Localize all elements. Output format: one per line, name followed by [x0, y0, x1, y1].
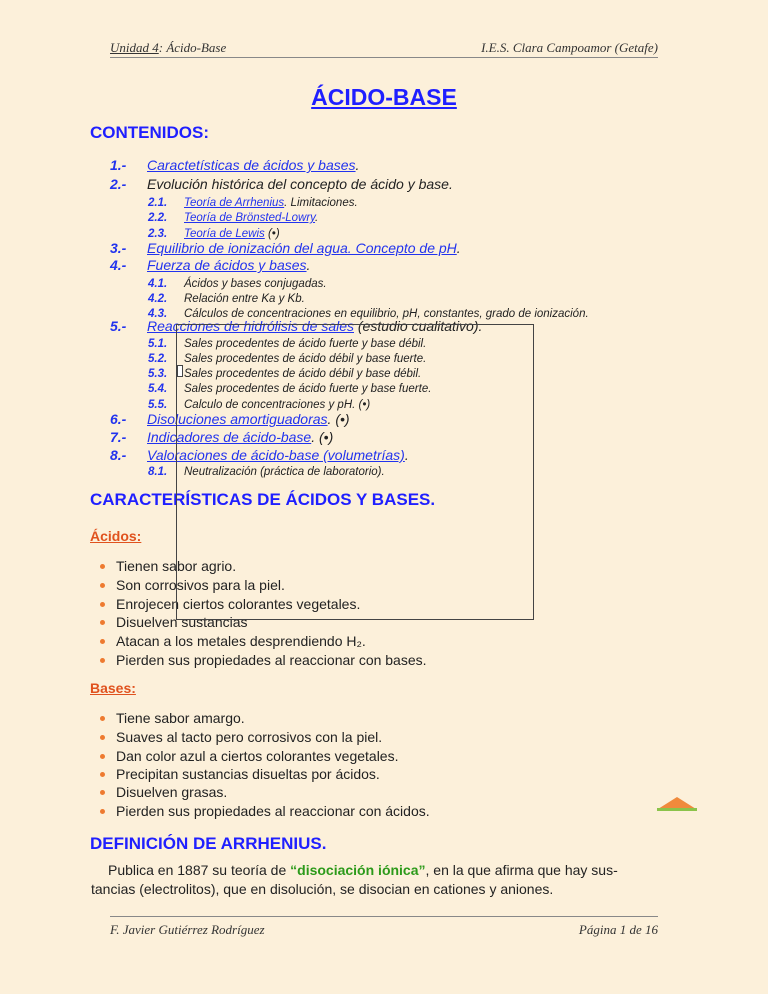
toc-link[interactable]: Fuerza de ácidos y bases	[147, 257, 307, 273]
toc-text: . (•)	[327, 411, 350, 427]
toc-link[interactable]: Valoraciones de ácido-base (volumetrías)	[147, 447, 405, 463]
toc-link[interactable]: Reacciones de hidrólisis de sales	[147, 318, 354, 334]
list-item: Tienen sabor agrio.	[116, 558, 237, 574]
header-rule	[110, 57, 658, 58]
toc-text: Sales procedentes de ácido débil y base débil.	[184, 368, 422, 380]
para-text: Publica en 1887 su teoría de	[108, 862, 291, 878]
toc-number: 3.-	[110, 240, 127, 256]
section-heading-characteristics: CARACTERÍSTICAS DE ÁCIDOS Y BASES.	[90, 490, 436, 509]
footer-rule	[110, 916, 658, 917]
toc-number: 7.-	[110, 429, 127, 445]
toc-item	[110, 176, 453, 194]
toc-text: Relación entre Ka y Kb.	[184, 293, 305, 305]
toc-text: Cálculos de concentraciones en equilibrio, pH, constantes, grado de ionización.	[184, 308, 589, 320]
toc-number: 4.2.	[148, 293, 168, 305]
paragraph-line-2: tancias (electrolitos), que en disolución, se disocian en cationes y aniones.	[91, 881, 554, 897]
acids-heading: Ácidos:	[90, 528, 142, 544]
list-item: Dan color azul a ciertos colorantes vegetales.	[116, 748, 399, 764]
toc-text: Calculo de concentraciones y pH. (•)	[184, 399, 371, 411]
toc-text: (estudio cualitativo).	[354, 318, 483, 334]
toc-link[interactable]: Caractetísticas de ácidos y bases	[147, 157, 356, 173]
toc-text: Sales procedentes de ácido fuerte y base fuerte.	[184, 383, 432, 395]
toc-text: .	[315, 212, 319, 224]
toc-item[interactable]	[110, 240, 461, 258]
toc-item[interactable]	[110, 157, 359, 175]
toc-text: Evolución histórica del concepto de ácido y base.	[147, 176, 453, 192]
list-item: Enrojecen ciertos colorantes vegetales.	[116, 596, 361, 612]
toc-number: 2.2.	[148, 212, 168, 224]
toc-number: 4.1.	[148, 278, 168, 290]
list-item: Son corrosivos para la piel.	[116, 577, 285, 593]
anchor-handle-icon[interactable]	[177, 365, 183, 377]
toc-number: 2.1.	[148, 197, 168, 209]
toc-text: . (•)	[311, 429, 334, 445]
contents-heading: CONTENIDOS:	[90, 123, 209, 142]
toc-link[interactable]: Equilibrio de ionización del agua. Concepto de pH	[147, 240, 457, 256]
toc-number: 5.5.	[148, 399, 168, 411]
toc-link[interactable]: Teoría de Lewis	[184, 228, 265, 240]
toc-number: 5.-	[110, 318, 127, 334]
footer-author: F. Javier Gutiérrez Rodríguez	[110, 922, 265, 937]
toc-text: .	[306, 257, 311, 273]
list-item: Disuelven sustancias	[116, 614, 248, 630]
toc-link[interactable]: Teoría de Arrhenius	[184, 197, 285, 209]
toc-link[interactable]: Disoluciones amortiguadoras	[147, 411, 328, 427]
header-left	[110, 40, 226, 56]
header-right: I.E.S. Clara Campoamor (Getafe)	[481, 40, 658, 55]
footer-page-number: Página 1 de 16	[578, 922, 658, 937]
list-item: Pierden sus propiedades al reaccionar con ácidos.	[116, 803, 430, 819]
list-item: Pierden sus propiedades al reaccionar con bases.	[116, 652, 427, 668]
section-heading-arrhenius: DEFINICIÓN DE ARRHENIUS.	[90, 834, 327, 853]
back-to-top-icon-base	[657, 808, 697, 811]
toc-link[interactable]: Indicadores de ácido-base	[147, 429, 312, 445]
para-text: , en la que afirma que hay sus-	[425, 862, 618, 878]
toc-number: 2.3.	[148, 228, 168, 240]
selection-rectangle[interactable]	[176, 324, 534, 620]
list-item: Precipitan sustancias disueltas por ácidos.	[116, 766, 380, 782]
page-title: ÁCIDO-BASE	[311, 84, 457, 110]
toc-link[interactable]: Teoría de Brönsted-Lowry	[184, 212, 316, 224]
toc-number: 8.-	[110, 447, 127, 463]
unit-title: : Ácido-Base	[158, 40, 227, 55]
toc-text: Sales procedentes de ácido débil y base fuerte.	[184, 353, 427, 365]
toc-text: Ácidos y bases conjugadas.	[184, 278, 327, 290]
paragraph-line-1	[108, 862, 618, 878]
toc-text: Neutralización (práctica de laboratorio).	[184, 466, 385, 478]
toc-text: .	[355, 157, 360, 173]
toc-number: 8.1.	[148, 466, 168, 478]
toc-number: 5.3.	[148, 368, 168, 380]
list-item: Atacan a los metales desprendiendo H₂.	[116, 633, 366, 649]
toc-number: 5.2.	[148, 353, 168, 365]
para-highlight: “disociación iónica”	[290, 862, 426, 878]
list-item: Disuelven grasas.	[116, 784, 228, 800]
toc-number: 2.-	[110, 176, 127, 192]
toc-text: .	[404, 447, 409, 463]
toc-number: 4.-	[110, 257, 127, 273]
toc-item[interactable]	[110, 257, 310, 275]
list-item: Suaves al tacto pero corrosivos con la piel.	[116, 729, 383, 745]
unit-label: Unidad 4	[110, 40, 159, 55]
list-item: Tiene sabor amargo.	[116, 710, 245, 726]
toc-number: 5.4.	[148, 383, 168, 395]
toc-text: Sales procedentes de ácido fuerte y base débil.	[184, 338, 427, 350]
toc-number: 5.1.	[148, 338, 168, 350]
toc-text: .	[456, 240, 461, 256]
toc-number: 6.-	[110, 411, 127, 427]
bases-heading: Bases:	[90, 680, 136, 696]
toc-text: . Limitaciones.	[284, 197, 358, 209]
toc-number: 4.3.	[148, 308, 168, 320]
toc-number: 1.-	[110, 157, 127, 173]
toc-text: (•)	[264, 228, 280, 240]
